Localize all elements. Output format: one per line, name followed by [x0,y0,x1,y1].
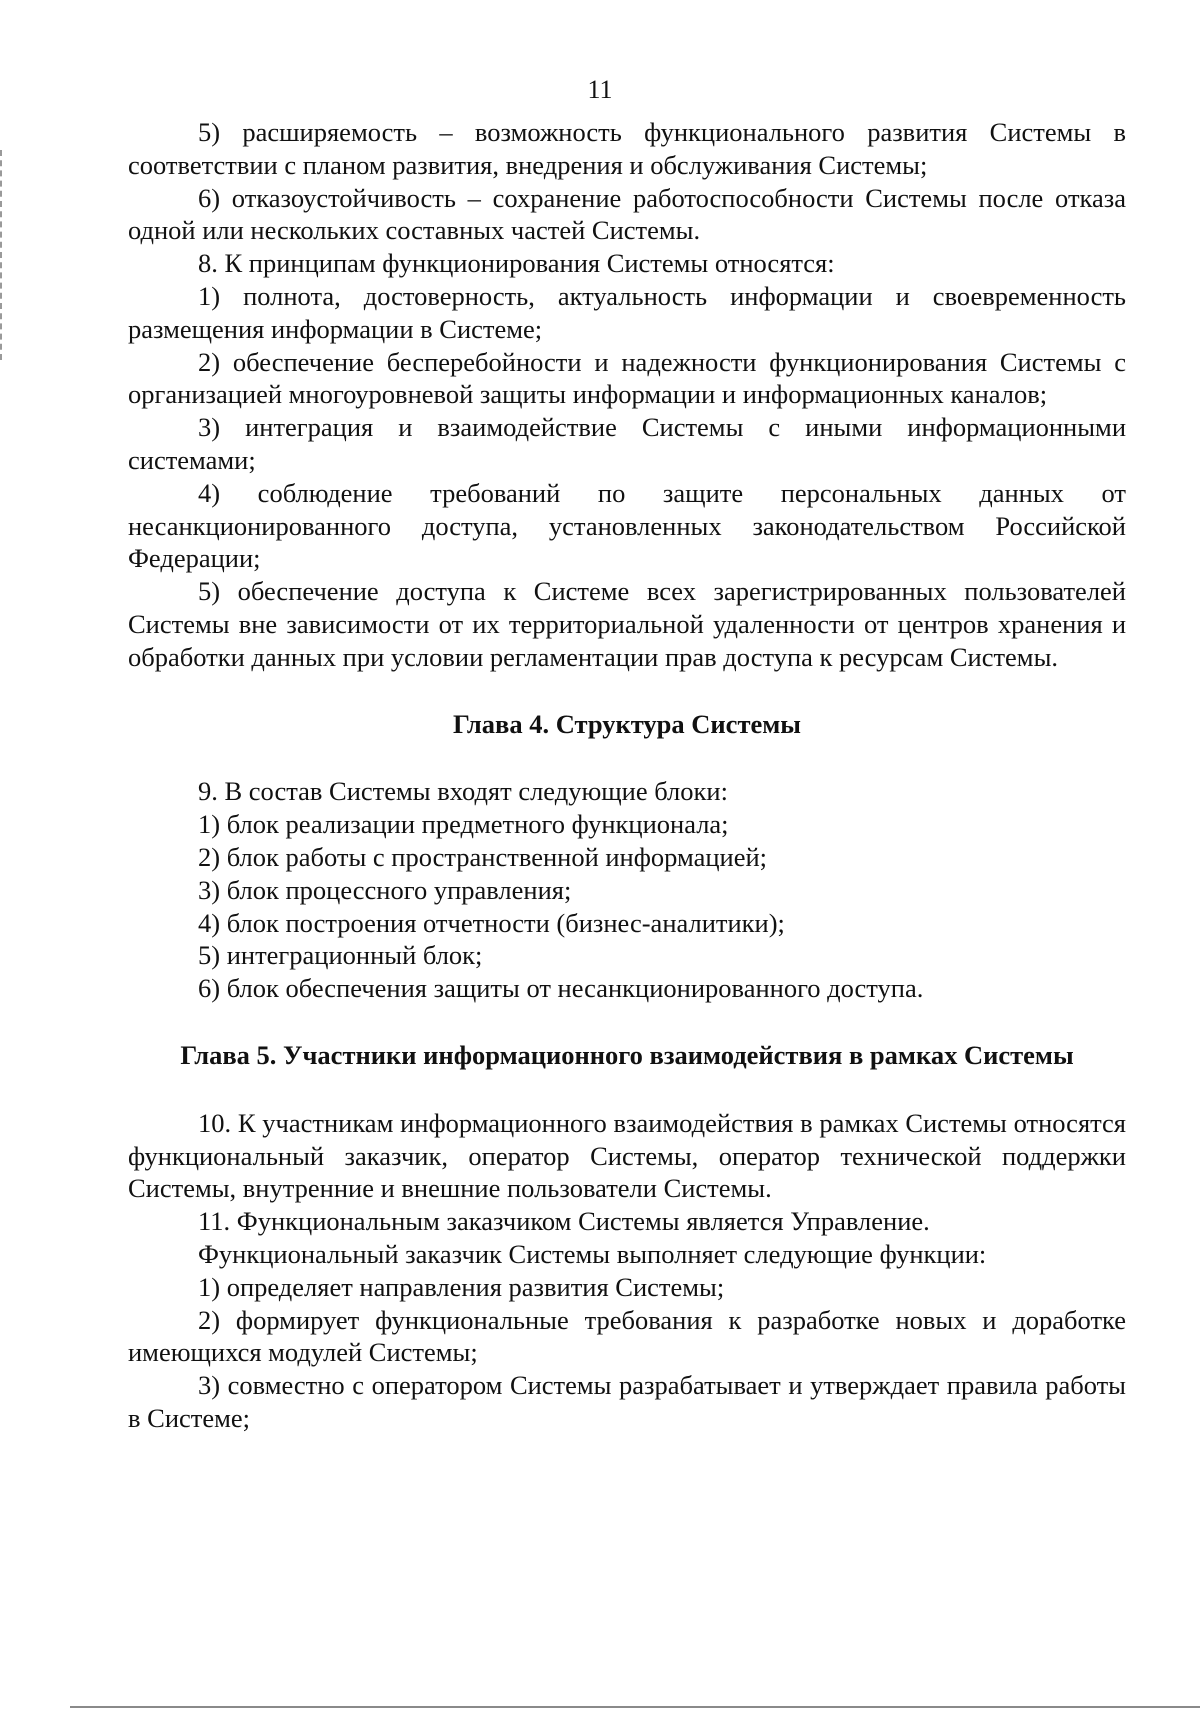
chapter-5-item: 11. Функциональным заказчиком Системы является Управление. [198,1206,930,1237]
chapter-4-item: 2) блок работы с пространственной информацией; [198,841,768,872]
paragraph-principle-2: 2) обеспечение бесперебойности и надежности функционирования Системы с организацией многоуровневой защиты информации и информационных каналов; [128,346,1126,410]
paragraph-principle-5: 5) обеспечение доступа к Системе всех зарегистрированных пользователей Системы вне зависимости от их территориальной удаленности от центров хранения и обработки данных при условии регламентации прав доступа к ресурсам Системы. [128,576,1126,672]
chapter-5-item: 1) определяет направления развития Системы; [198,1271,725,1302]
paragraph-extensibility: 5) расширяемость – возможность функционального развития Системы в соответствии с планом развития, внедрения и обслуживания Системы; [128,117,1126,180]
paragraph-principle-3: 3) интеграция и взаимодействие Системы с иными информационными системами; [128,412,1126,475]
scan-bottom-edge [70,1706,1200,1708]
chapter-5-item: 2) формирует функциональные требования к разработке новых и доработке имеющихся модулей Системы; [128,1304,1126,1368]
page-content [128,116,1126,1435]
chapter-4-heading: Глава 4. Структура Системы [453,708,801,739]
scan-binding-edge [0,150,4,360]
paragraph-principles-intro: 8. К принципам функционирования Системы относятся: [198,248,835,279]
chapter-4-item: 3) блок процессного управления; [198,874,572,905]
chapter-5-item: 3) совместно с оператором Системы разрабатывает и утверждает правила работы в Системе; [128,1370,1126,1433]
chapter-4-item: 9. В состав Системы входят следующие блоки: [198,776,728,807]
chapter-5-item: 10. К участникам информационного взаимодействия в рамках Системы относятся функциональный заказчик, оператор Системы, оператор технической поддержки Системы, внутренние и внешние пользователи Системы. [128,1107,1126,1204]
chapter-4-item: 6) блок обеспечения защиты от несанкционированного доступа. [198,973,924,1004]
chapter-4-item: 1) блок реализации предметного функционала; [198,809,729,840]
chapter-4-item: 4) блок построения отчетности (бизнес-аналитики); [198,907,785,938]
paragraph-fault-tolerance: 6) отказоустойчивость – сохранение работоспособности Системы после отказа одной или нескольких составных частей Системы. [128,182,1126,246]
paragraph-principle-4: 4) соблюдение требований по защите персональных данных от несанкционированного доступа, установленных законодательством Российской Федерации; [128,477,1126,574]
chapter-4-item: 5) интеграционный блок; [198,940,483,971]
paragraph-principle-1: 1) полнота, достоверность, актуальность информации и своевременность размещения информации в Системе; [128,280,1126,344]
page-number: 11 [587,75,613,104]
chapter-5-heading: Глава 5. Участники информационного взаимодействия в рамках Системы [180,1039,1074,1070]
chapter-5-item: Функциональный заказчик Системы выполняет следующие функции: [198,1238,987,1269]
